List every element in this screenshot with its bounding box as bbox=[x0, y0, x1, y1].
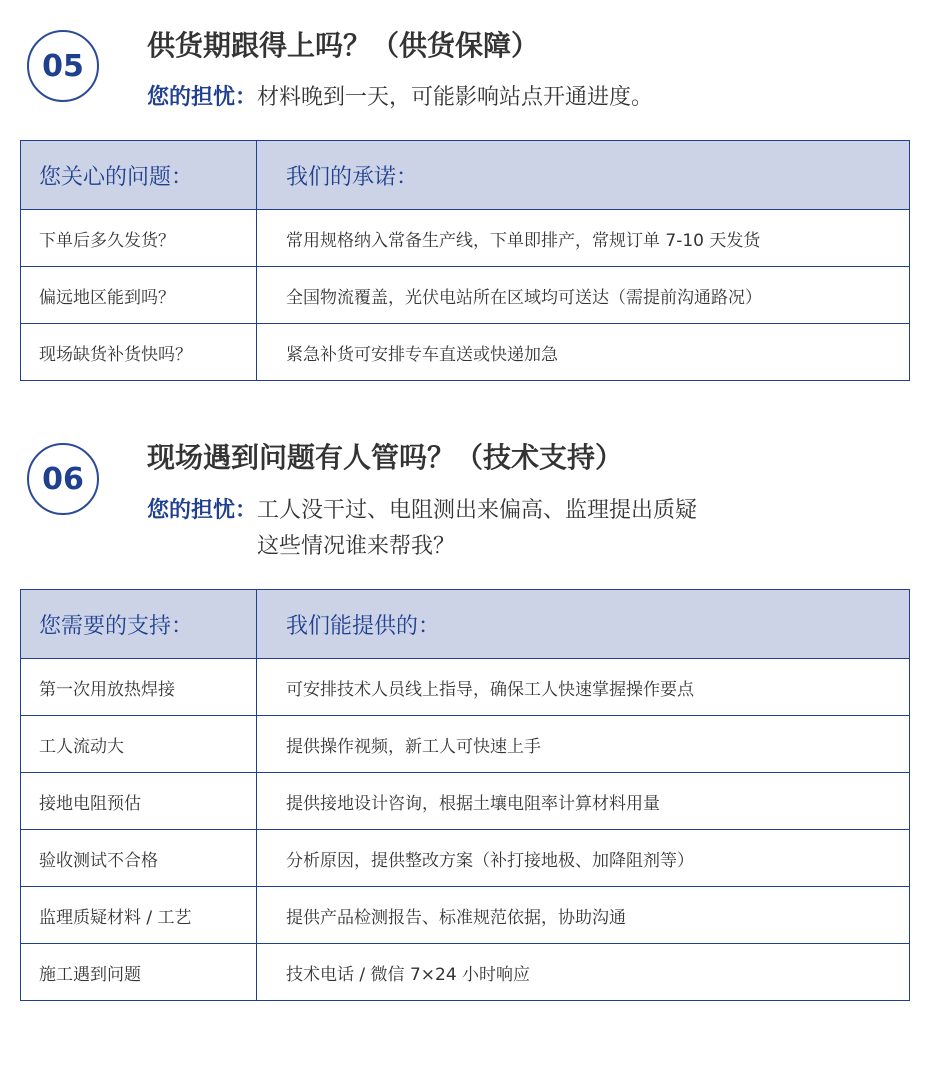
faq-table bbox=[20, 140, 910, 381]
table-header-row bbox=[21, 590, 910, 659]
section-number-badge: 06 bbox=[27, 443, 99, 515]
faq-table bbox=[20, 589, 910, 1001]
table-row bbox=[21, 659, 910, 716]
answer-cell: 技术电话 / 微信 7×24 小时响应 bbox=[257, 944, 910, 1001]
header-question: 您关心的问题： bbox=[21, 141, 257, 210]
concern-text: 工人没干过、电阻测出来偏高、监理提出质疑 这些情况谁来帮我？ bbox=[257, 498, 698, 559]
answer-cell: 提供产品检测报告、标准规范依据，协助沟通 bbox=[257, 887, 910, 944]
table-row bbox=[21, 944, 910, 1001]
answer-cell: 全国物流覆盖，光伏电站所在区域均可送达（需提前沟通路况） bbox=[257, 267, 910, 324]
answer-cell: 常用规格纳入常备生产线，下单即排产，常规订单 7-10 天发货 bbox=[257, 210, 910, 267]
answer-cell: 提供操作视频，新工人可快速上手 bbox=[257, 716, 910, 773]
header-question: 您需要的支持： bbox=[21, 590, 257, 659]
answer-cell: 分析原因，提供整改方案（补打接地极、加降阻剂等） bbox=[257, 830, 910, 887]
question-cell: 现场缺货补货快吗？ bbox=[21, 324, 257, 381]
header-answer: 我们能提供的： bbox=[257, 590, 910, 659]
table-row bbox=[21, 773, 910, 830]
table-row bbox=[21, 210, 910, 267]
answer-cell: 提供接地设计咨询，根据土壤电阻率计算材料用量 bbox=[257, 773, 910, 830]
table-row bbox=[21, 887, 910, 944]
table-row bbox=[21, 324, 910, 381]
answer-cell: 紧急补货可安排专车直送或快递加急 bbox=[257, 324, 910, 381]
answer-cell: 可安排技术人员线上指导，确保工人快速掌握操作要点 bbox=[257, 659, 910, 716]
table-header-row bbox=[21, 141, 910, 210]
question-cell: 接地电阻预估 bbox=[21, 773, 257, 830]
question-cell: 施工遇到问题 bbox=[21, 944, 257, 1001]
question-cell: 偏远地区能到吗？ bbox=[21, 267, 257, 324]
concern-line bbox=[147, 80, 653, 116]
section-number-badge: 05 bbox=[27, 30, 99, 102]
table-row bbox=[21, 267, 910, 324]
header-answer: 我们的承诺： bbox=[257, 141, 910, 210]
question-cell: 第一次用放热焊接 bbox=[21, 659, 257, 716]
section-title: 现场遇到问题有人管吗？（技术支持） bbox=[147, 441, 624, 474]
question-cell: 监理质疑材料 / 工艺 bbox=[21, 887, 257, 944]
question-cell: 验收测试不合格 bbox=[21, 830, 257, 887]
table-row bbox=[21, 830, 910, 887]
question-cell: 下单后多久发货？ bbox=[21, 210, 257, 267]
concern-line bbox=[147, 493, 697, 565]
section-title: 供货期跟得上吗？（供货保障） bbox=[147, 29, 540, 62]
concern-label: 您的担忧： bbox=[147, 498, 258, 523]
concern-text: 材料晚到一天，可能影响站点开通进度。 bbox=[257, 85, 654, 110]
question-cell: 工人流动大 bbox=[21, 716, 257, 773]
table-row bbox=[21, 716, 910, 773]
concern-label: 您的担忧： bbox=[147, 85, 258, 110]
